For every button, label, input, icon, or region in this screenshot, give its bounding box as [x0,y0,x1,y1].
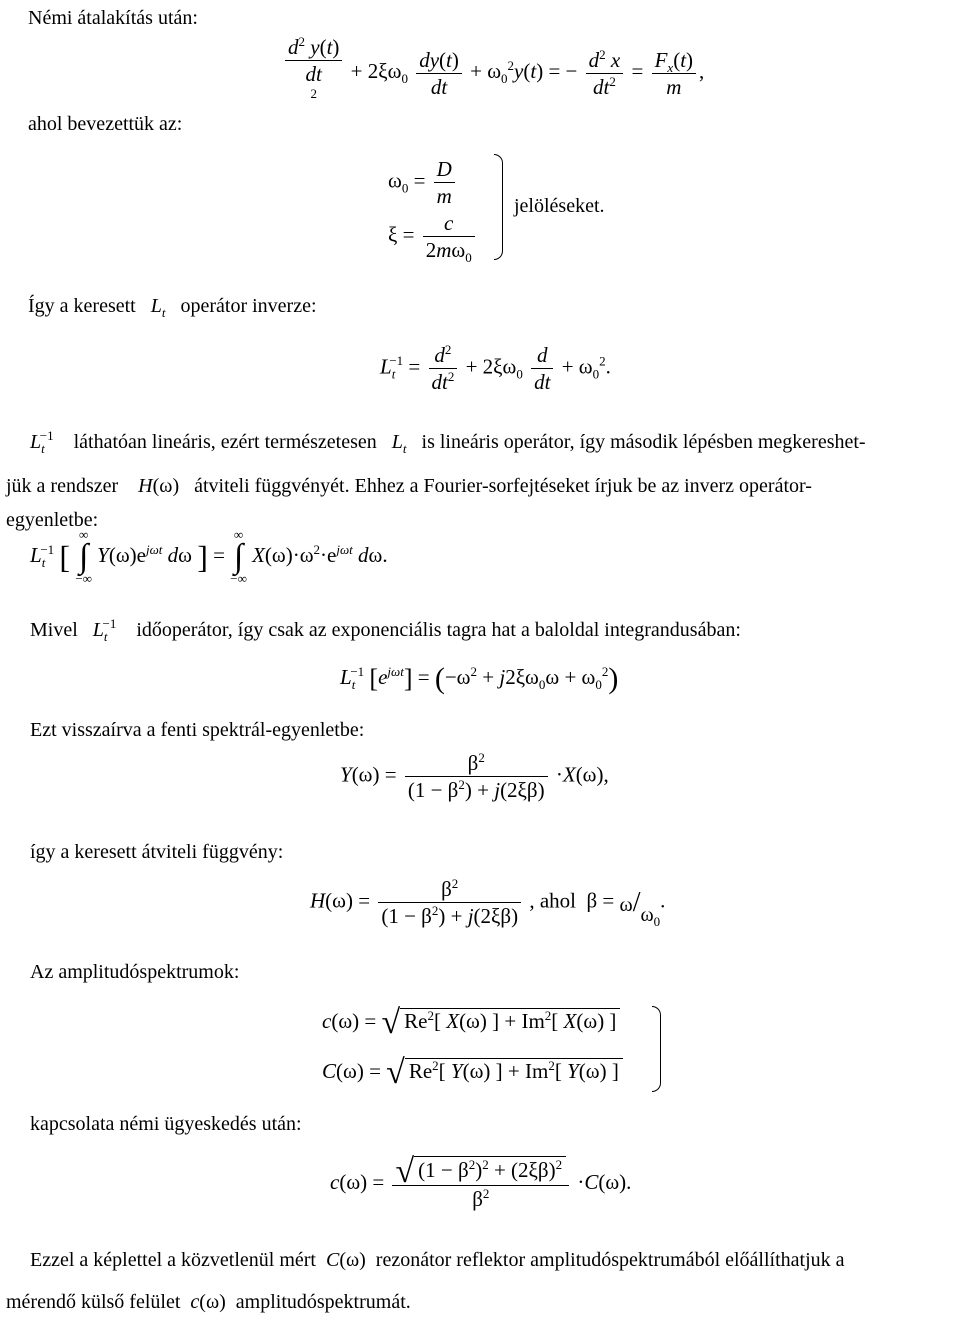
text-line: mérendő külső felület c(ω) amplitudóspektrumát. [6,1291,411,1313]
text-fragment: jük a rendszer [6,475,119,497]
text-line: Az amplitudóspektrumok: [30,961,240,983]
text-fragment: , ahol [529,888,576,913]
text-fragment: amplitudóspektrumát. [235,1291,411,1313]
text-fragment: láthatóan lineáris, ezért természetesen [73,431,377,453]
text-line: kapcsolata némi ügyeskedés után: [30,1113,302,1135]
text-line: Így a keresett $L_t$ operátor inverze: [28,295,317,320]
text-line: Némi átalakítás után: [28,7,198,29]
equation-fourier-integral: $L_t^{-1}$ [ ∞ ∫ −∞ $Y(\omega)e^{j\omega t}$ dω ] = ∞ ∫ −∞ $X(\omega)\cdot\omega^2\cdot e^{j\omega t}$ dω. [30,527,388,586]
equation-operator-on-exponential: $L_t^{-1}$ $[e^{j\omega t}] = (-\omega^2 + j2\xi\omega_0\omega + \omega_0^2)$ [340,662,619,695]
text-line: egyenletbe: [6,509,99,531]
equation-definitions: $\omega_0$ = $\frac{D}{m}$ ξ = $\frac{c}{2m\omega_0}$ [388,152,508,264]
text-fragment: operátor inverze: [180,295,317,317]
equation-relation: c(ω) = $\frac{√ (1 - \beta^2)^2 + (2\xi\beta)^2}{\beta^2}$ ·C(ω). [330,1153,632,1212]
text-fragment: Így a keresett [28,295,136,317]
text-line: Ezzel a képlettel a közvetlenül mért C(ω) rezonátor reflektor amplitudóspektrumából előállíthatjuk a [30,1249,845,1271]
text-fragment: mérendő külső felület [6,1291,181,1313]
text-line: Ezt visszaírva a fenti spektrál-egyenletbe: [30,719,365,741]
text-fragment: rezonátor reflektor amplitudóspektrumából előállíthatjuk a [375,1249,845,1271]
equation-motion: $d^2$ y(t) dt $^2 + 2\xi\omega_0$ $\frac{dy(t)}{dt}$ + $\omega_0^2y(t)$ = − $\frac{d^2 x}{dt^2}$ = $\frac{F_x(t)}{m}$ , [282,34,704,112]
text-fragment: Ezzel a képlettel a közvetlenül mért [30,1249,316,1271]
equation-inverse-operator: $L_t^{-1}$ = $\frac{d^2}{dt^2}$ + $2\xi\omega_0$ $\frac{d}{dt}$ + $\omega_0^2$. [380,342,611,394]
text-line: jük a rendszer H(ω) átviteli függvényét. Ehhez a Fourier-sorfejtéseket írjuk be az inverz operátor- [6,475,812,497]
equation-spectral: Y(ω) = $\frac{\beta^2}{(1 - \beta^2) + j(2\xi\beta)}$ ·X(ω), [340,750,609,802]
text-line: $L_t^{-1}$ láthatóan lineáris, ezért természetesen $L_t$ is lineáris operátor, így második lépésben megkereshet- [30,428,866,456]
text-line: jelöléseket. [514,195,605,217]
text-fragment: Mivel [30,619,78,641]
text-fragment: is lineáris operátor, így második lépésben megkereshet- [421,431,866,453]
text-fragment: időoperátor, így csak az exponenciális tagra hat a baloldal integrandusában: [136,619,741,641]
text-line: ahol bevezettük az: [28,113,183,135]
equation-amplitude-spectra: c(ω) = √ Re$^2$[ X(ω) ] + $Im^2$[ X(ω) ] C(ω) = √ Re$^2$[ Y(ω) ] + $Im^2$[ Y(ω) ] [322,1004,672,1094]
text-fragment: átviteli függvényét. Ehhez a Fourier-sorfejtéseket írjuk be az inverz operátor- [194,475,812,497]
text-line: így a keresett átviteli függvény: [30,841,284,863]
text-line: Mivel $L_t^{-1}$ időoperátor, így csak az exponenciális tagra hat a baloldal integrandusában: [30,616,741,644]
equation-transfer-function: H(ω) = $\frac{\beta^2}{(1 - \beta^2) + j(2\xi\beta)}$ , ahol $\beta = \omega/\omega_0$. [310,876,666,929]
